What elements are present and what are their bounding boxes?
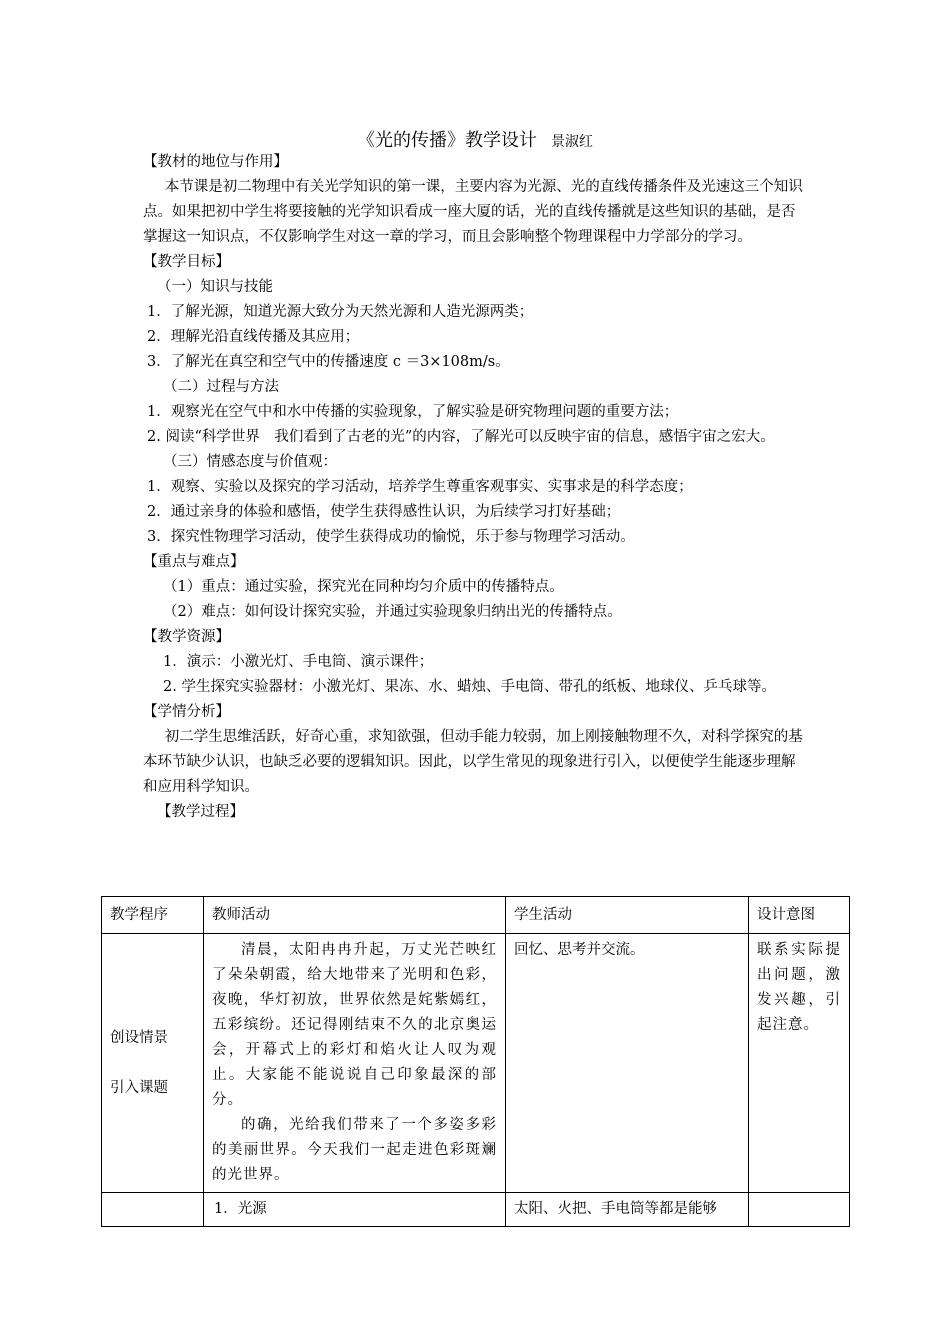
author-name: 景淑红 — [551, 134, 593, 150]
paragraph: 本节课是初二物理中有关光学知识的第一课，主要内容为光源、光的直线传播条件及光速这三个知识点。如果把初中学生将要接触的光学知识看成一座大厦的话，光的直线传播就是这些知识的基础，是否掌握这一知识点，不仅影响学生对这一章的学习，而且会影响整个物理课程中力学部分的学习。 — [143, 179, 803, 245]
section-heading: 【教学目标】 — [143, 254, 230, 270]
list-item: （1）重点：通过实验，探究光在同种均匀介质中的传播特点。 — [163, 579, 564, 595]
subheading: （二）过程与方法 — [163, 379, 279, 395]
teacher-cell: 1．光源 — [204, 1193, 506, 1227]
list-item: 1．观察光在空气中和水中传播的实验现象，了解实验是研究物理问题的重要方法； — [147, 404, 679, 420]
list-item: 3．了解光在真空和空气中的传播速度 c ＝3×108m/s。 — [147, 354, 510, 370]
list-item: 3．探究性物理学习活动，使学生获得成功的愉悦，乐于参与物理学习活动。 — [147, 529, 635, 545]
stage-cell — [102, 1193, 204, 1227]
subheading: （三）情感态度与价值观： — [163, 454, 337, 470]
section-heading: 【教学过程】 — [157, 804, 244, 820]
table-header-row — [102, 897, 850, 934]
section-heading: 【学情分析】 — [143, 704, 230, 720]
list-item: 2．理解光沿直线传播及其应用； — [147, 329, 360, 345]
teacher-cell — [204, 934, 506, 1193]
paragraph: 初二学生思维活跃，好奇心重，求知欲强，但动手能力较弱，加上刚接触物理不久，对科学探究的基本环节缺少认识，也缺乏必要的逻辑知识。因此，以学生常见的现象进行引入，以便使学生能逐步理解和应用科学知识。 — [143, 729, 803, 795]
student-cell: 回忆、思考并交流。 — [506, 934, 749, 1193]
list-item: 2. 学生探究实验器材：小激光灯、果冻、水、蜡烛、手电筒、带孔的纸板、地球仪、乒乓球等。 — [163, 679, 776, 695]
header-cell: 教学程序 — [102, 897, 204, 934]
table-row — [102, 934, 850, 1193]
list-item: 1．演示：小激光灯、手电筒、演示课件； — [163, 654, 434, 670]
document-body — [143, 150, 808, 825]
list-item: （2）难点：如何设计探究实验，并通过实验现象归纳出光的传播特点。 — [163, 604, 622, 620]
student-cell: 太阳、火把、手电筒等都是能够 — [506, 1193, 749, 1227]
table-row — [102, 1193, 850, 1227]
list-item: 1．了解光源，知道光源大致分为天然光源和人造光源两类； — [147, 304, 534, 320]
stage-line: 创设情景 — [110, 1029, 168, 1046]
header-cell: 学生活动 — [506, 897, 749, 934]
header-cell: 设计意图 — [749, 897, 850, 934]
teacher-paragraph: 清晨，太阳冉冉升起，万丈光芒映红了朵朵朝霞，给大地带来了光明和色彩，夜晚，华灯初放，世界依然是姹紫嫣红，五彩缤纷。还记得刚结束不久的北京奥运会，开幕式上的彩灯和焰火让人叹为观止。大家能不能说说自己印象最深的部分。 — [212, 942, 497, 1108]
teacher-paragraph: 的确，光给我们带来了一个多姿多彩的美丽世界。今天我们一起走进色彩斑斓的光世界。 — [212, 1117, 497, 1183]
document-title — [0, 126, 950, 152]
list-item: 2. 阅读“科学世界 我们看到了古老的光”的内容，了解光可以反映宇宙的信息，感悟宇宙之宏大。 — [147, 429, 775, 445]
intent-cell: 联系实际提出问题，激发兴趣，引起注意。 — [749, 934, 850, 1193]
list-item: 2．通过亲身的体验和感悟，使学生获得感性认识，为后续学习打好基础； — [147, 504, 621, 520]
section-heading: 【教材的地位与作用】 — [143, 154, 288, 170]
list-item: 1．观察、实验以及探究的学习活动，培养学生尊重客观事实、实事求是的科学态度； — [147, 479, 693, 495]
intent-cell — [749, 1193, 850, 1227]
subheading: （一）知识与技能 — [157, 279, 273, 295]
header-cell: 教师活动 — [204, 897, 506, 934]
process-table — [101, 896, 850, 1227]
section-heading: 【教学资源】 — [143, 629, 230, 645]
section-heading: 【重点与难点】 — [143, 554, 245, 570]
stage-line: 引入课题 — [110, 1079, 168, 1096]
title-text: 《光的传播》教学设计 — [357, 130, 537, 151]
stage-cell — [102, 934, 204, 1193]
